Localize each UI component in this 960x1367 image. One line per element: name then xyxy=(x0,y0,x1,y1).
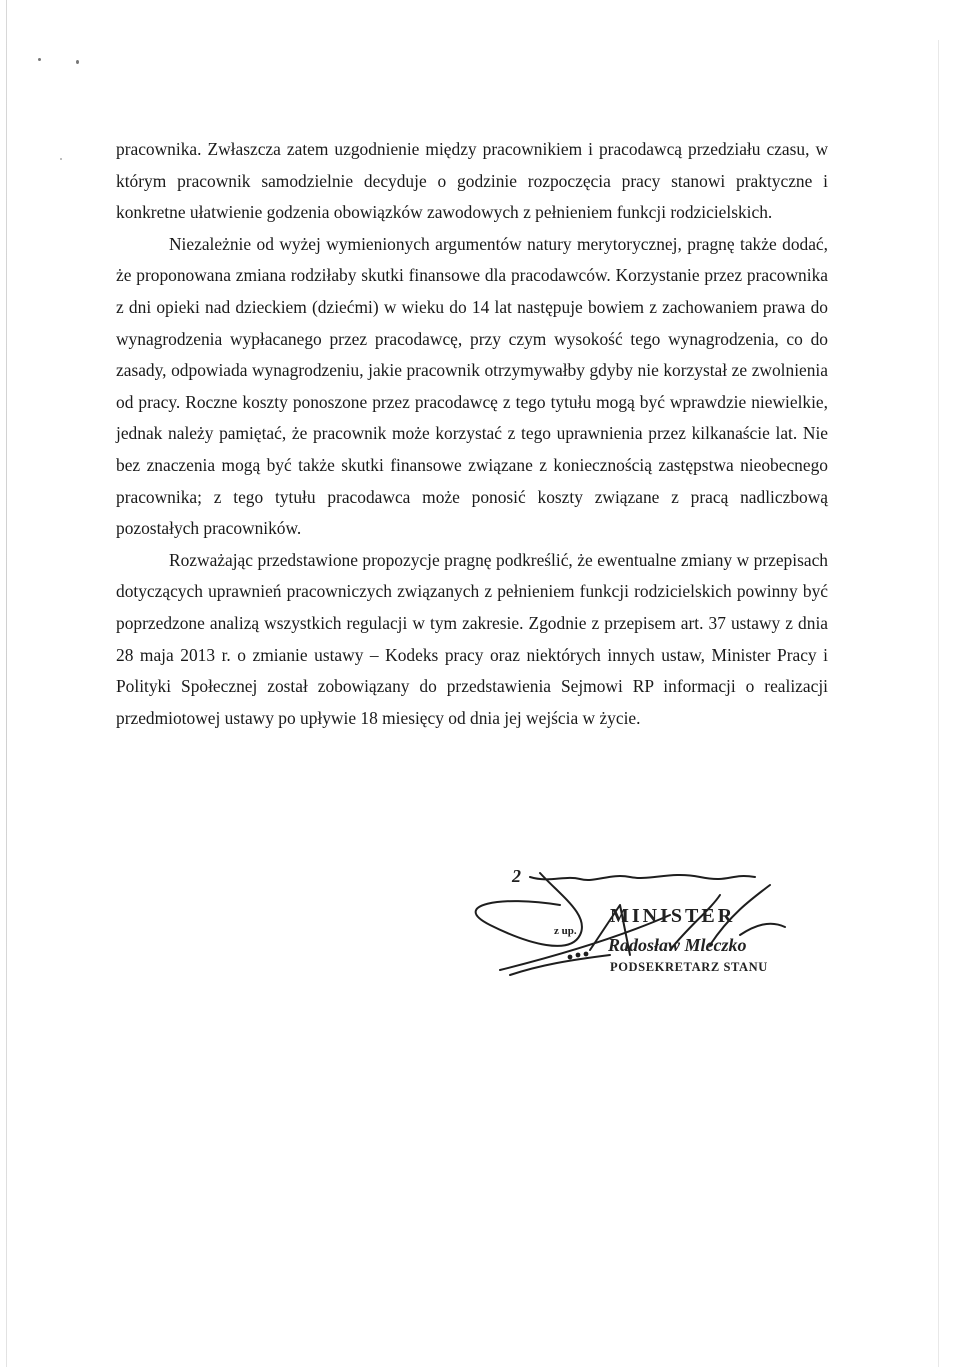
signatory-name: Radosław Mleczko xyxy=(608,935,747,955)
signatory-position: PODSEKRETARZ STANU xyxy=(610,960,768,974)
scan-edge-right xyxy=(938,40,939,1367)
scan-speck xyxy=(76,60,79,64)
scan-speck xyxy=(60,158,62,160)
document-body xyxy=(116,134,828,734)
scan-edge-left xyxy=(6,0,7,1367)
stamp-title: MINISTER xyxy=(610,905,736,927)
paragraph-1: pracownika. Zwłaszcza zatem uzgodnienie między pracownikiem i pracodawcą przedziału czasu, w którym pracownik samodzielnie decyduje o godzinie rozpoczęcia pracy stanowi praktyczne i konkretne ułatwienie godzenia obowiązków zawodowych z pełnieniem funkcji rodzicielskich. xyxy=(116,139,828,223)
paragraph-2: Niezależnie od wyżej wymienionych argumentów natury merytorycznej, pragnę także dodać, że proponowana zmiana rodziłaby skutki finansowe dla pracodawców. Korzystanie przez pracownika z dni opieki nad dzieckiem (dziećmi) w wieku do 14 lat następuje bowiem z zachowaniem prawa do wynagrodzenia wypłacanego przez pracodawcę, przy czym wysokość tego wynagrodzenia, co do zasady, odpowiada wynagrodzeniu, jakie pracownik otrzymywałby gdyby nie korzystał ze zwolnienia od pracy. Roczne koszty ponoszone przez pracodawcę z tego tytułu mogą być wprawdzie niewielkie, jednak należy pamiętać, że pracownik może korzystać z tego uprawnienia przez kilkanaście lat. Nie bez znaczenia mogą być także skutki finansowe związane z koniecznością zastępstwa nieobecnego pracownika; z tego tytułu pracodawca może ponosić koszty związane z pracą nadliczbową pozostałych pracowników. xyxy=(116,233,828,539)
scan-speck xyxy=(38,58,41,61)
stamp-prefix: z up. xyxy=(554,925,577,937)
paragraph-3: Rozważając przedstawione propozycje pragnę podkreślić, że ewentualne zmiany w przepisach dotyczących uprawnień pracowniczych związanych z pełnieniem funkcji rodzicielskich powinny być poprzedzone analizą wszystkich regulacji w tym zakresie. Zgodnie z przepisem art. 37 ustawy z dnia 28 maja 2013 r. o zmianie ustawy – Kodeks pracy oraz niektórych innych ustaw, Minister Pracy i Polityki Społecznej został zobowiązany do przedstawienia Sejmowi RP informacji o realizacji przedmiotowej ustawy po upływie 18 miesięcy od dnia jej wejścia w życie. xyxy=(116,549,828,728)
handwritten-page-mark: 2 xyxy=(512,866,521,886)
